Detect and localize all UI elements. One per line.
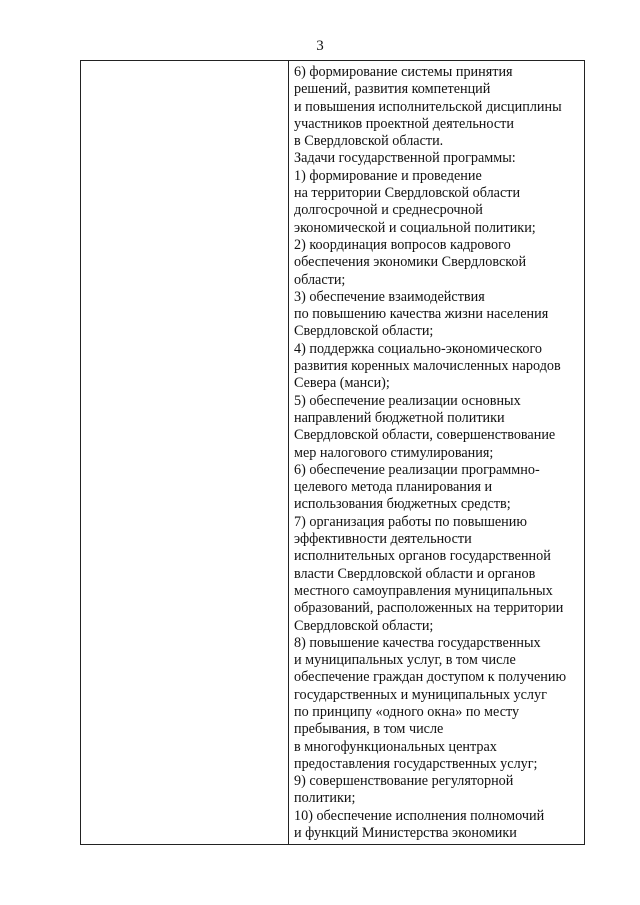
right-cell-text bbox=[294, 64, 584, 842]
text-line: направлений бюджетной политики bbox=[294, 409, 505, 426]
text-line: развития коренных малочисленных народов bbox=[294, 358, 561, 375]
text-line: 7) организация работы по повышению bbox=[294, 513, 527, 530]
text-line: и функций Министерства экономики bbox=[294, 825, 517, 842]
text-line: и муниципальных услуг, в том числе bbox=[294, 652, 516, 669]
text-line: по принципу «одного окна» по месту bbox=[294, 703, 520, 720]
text-line: Севера (манси); bbox=[294, 375, 390, 392]
text-line: в Свердловской области. bbox=[294, 133, 444, 150]
text-line: долгосрочной и среднесрочной bbox=[294, 202, 483, 219]
text-line: Свердловской области, совершенствование bbox=[294, 427, 556, 444]
text-line: решений, развития компетенций bbox=[294, 81, 491, 98]
text-line: обеспечение граждан доступом к получению bbox=[294, 669, 567, 686]
text-line: власти Свердловской области и органов bbox=[294, 565, 536, 582]
text-line: 2) координация вопросов кадрового bbox=[294, 236, 511, 253]
text-line: 10) обеспечение исполнения полномочий bbox=[294, 807, 545, 824]
text-line: 1) формирование и проведение bbox=[294, 167, 482, 184]
left-cell-empty bbox=[81, 61, 288, 844]
text-line: на территории Свердловской области bbox=[294, 185, 521, 202]
text-line: 6) формирование системы принятия bbox=[294, 64, 513, 80]
text-line: политики; bbox=[294, 790, 356, 807]
text-line: местного самоуправления муниципальных bbox=[294, 582, 553, 599]
text-line: пребывания, в том числе bbox=[294, 721, 444, 738]
document-table bbox=[80, 60, 585, 845]
text-line: в многофункциональных центрах bbox=[294, 738, 497, 755]
text-line: по повышению качества жизни населения bbox=[294, 306, 549, 323]
text-line: участников проектной деятельности bbox=[294, 115, 514, 132]
text-line: 9) совершенствование регуляторной bbox=[294, 773, 514, 790]
text-line: предоставления государственных услуг; bbox=[294, 755, 538, 772]
text-line: экономической и социальной политики; bbox=[294, 219, 536, 236]
text-line: обеспечения экономики Свердловской bbox=[294, 254, 527, 271]
text-line: образований, расположенных на территории bbox=[294, 600, 564, 617]
text-line: 8) повышение качества государственных bbox=[294, 634, 541, 651]
text-line: Задачи государственной программы: bbox=[294, 150, 516, 167]
text-line: Свердловской области; bbox=[294, 323, 434, 340]
text-line: 3) обеспечение взаимодействия bbox=[294, 288, 485, 305]
text-line: 5) обеспечение реализации основных bbox=[294, 392, 521, 409]
text-line: и повышения исполнительской дисциплины bbox=[294, 98, 562, 115]
text-line: 6) обеспечение реализации программно- bbox=[294, 461, 540, 478]
text-line: государственных и муниципальных услуг bbox=[294, 686, 547, 703]
text-line: Свердловской области; bbox=[294, 617, 434, 634]
text-line: мер налогового стимулирования; bbox=[294, 444, 494, 461]
text-line: 4) поддержка социально-экономического bbox=[294, 340, 543, 357]
page-number: 3 bbox=[316, 38, 324, 54]
text-line: эффективности деятельности bbox=[294, 531, 472, 548]
text-line: использования бюджетных средств; bbox=[294, 496, 511, 513]
text-line: области; bbox=[294, 271, 346, 288]
text-line: исполнительных органов государственной bbox=[294, 548, 551, 565]
column-divider bbox=[288, 61, 289, 844]
text-line: целевого метода планирования и bbox=[294, 479, 493, 496]
